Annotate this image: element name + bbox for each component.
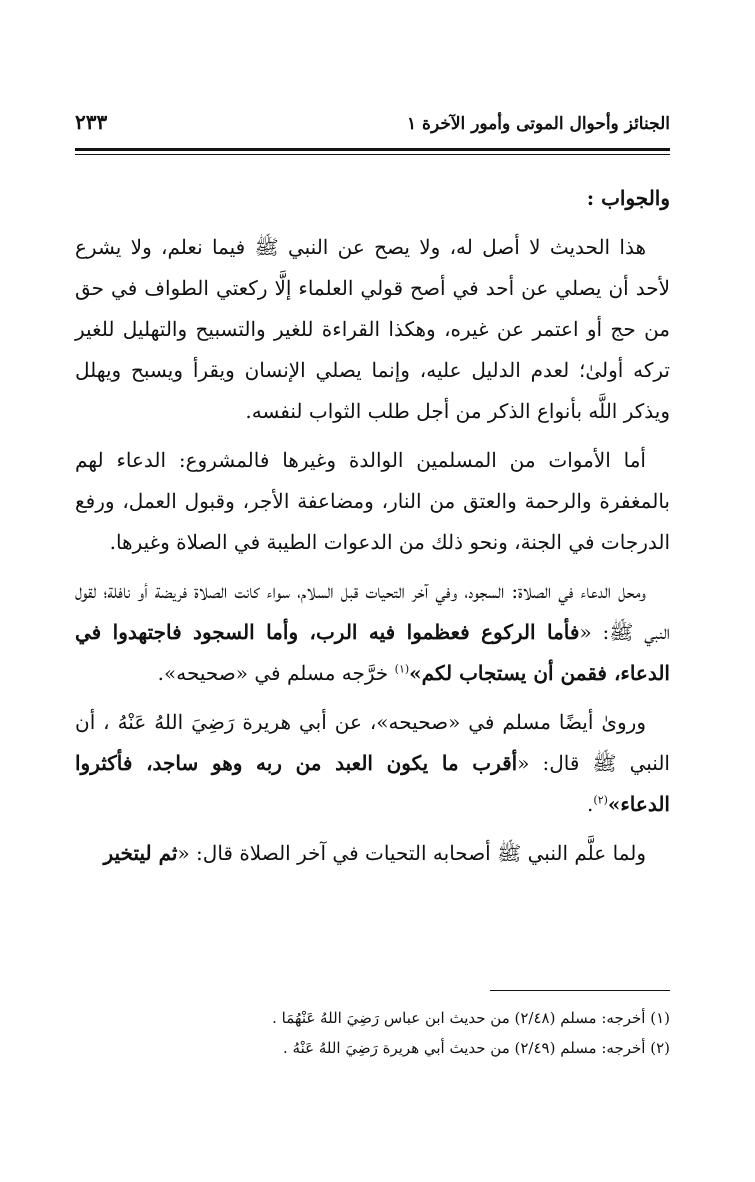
main-text xyxy=(75,178,670,882)
running-title: الجنائز وأحوال الموتى وأمور الآخرة ١ xyxy=(407,114,670,134)
hadith-quote-1: فأما الركوع فعظموا فيه الرب، وأما السجود فاجتهدوا في الدعاء، فقمن أن يستجاب لكم xyxy=(75,620,670,685)
paragraph-3-source: خرَّجه مسلم في «صحيحه». xyxy=(157,661,395,685)
header-rule-thick xyxy=(75,148,670,151)
paragraph-4-end: . xyxy=(587,792,594,816)
paragraph-4 xyxy=(75,702,670,825)
footnotes xyxy=(75,1003,670,1063)
page-header xyxy=(75,110,670,146)
paragraph-5-intro: ولما علَّم النبي ﷺ أصحابه التحيات في آخر الصلاة قال: « xyxy=(177,841,646,865)
page-number: ٢٣٣ xyxy=(75,110,108,134)
quote-close-2: » xyxy=(607,792,621,816)
paragraph-2: أما الأموات من المسلمين الوالدة وغيرها فالمشروع: الدعاء لهم بالمغفرة والرحمة والعتق من النار، ومضاعفة الأجر، وقبول العمل، ورفع الدرجات في الجنة، ونحو ذلك من الدعوات الطيبة في الصلاة وغيرها. xyxy=(75,448,670,554)
footnote-ref-1: (١) xyxy=(394,662,410,676)
paragraph-3-intro: ومحل الدعاء في الصلاة: السجود، وفي آخر التحيات قبل السلام، سواء كانت الصلاة فريضة أو نافلة؛ لقول النبي ﷺ: « xyxy=(75,579,670,644)
paragraph-3 xyxy=(75,571,670,694)
hadith-quote-2: أقرب ما يكون العبد من ربه وهو ساجد، فأكثروا الدعاء xyxy=(75,751,670,816)
answer-heading: والجواب : xyxy=(586,186,670,210)
quote-close-1: » xyxy=(409,661,422,685)
footnote-ref-2: (٢) xyxy=(593,793,608,807)
paragraph-4-intro: وروىٰ أيضًا مسلم في «صحيحه»، عن أبي هريرة رَضِيَ اللهُ عَنْهُ ، أن النبي ﷺ قال: « xyxy=(75,710,670,775)
header-rule-thin xyxy=(75,154,670,155)
paragraph-1: هذا الحديث لا أصل له، ولا يصح عن النبي ﷺ فيما نعلم، ولا يشرع لأحد أن يصلي عن أحد في أصح قولي العلماء إلَّا ركعتي الطواف في حق من حج أو اعتمر عن غيره، وهكذا القراءة للغير والتسبيح والتهليل للغير تركه أولىٰ؛ لعدم الدليل عليه، وإنما يصلي الإنسان ويقرأ ويسبح ويهلل ويذكر اللَّه بأنواع الذكر من أجل طلب الثواب لنفسه. xyxy=(75,235,670,423)
hadith-quote-3: ثم ليتخير xyxy=(103,841,178,865)
paragraph-5 xyxy=(75,833,670,874)
footnote-separator xyxy=(490,990,670,991)
footnote-2: (٢) أخرجه: مسلم (٢/٤٩) من حديث أبي هريرة رَضِيَ اللهُ عَنْهُ . xyxy=(283,1039,670,1057)
footnote-1: (١) أخرجه: مسلم (٢/٤٨) من حديث ابن عباس رَضِيَ اللهُ عَنْهُمَا . xyxy=(272,1009,670,1027)
